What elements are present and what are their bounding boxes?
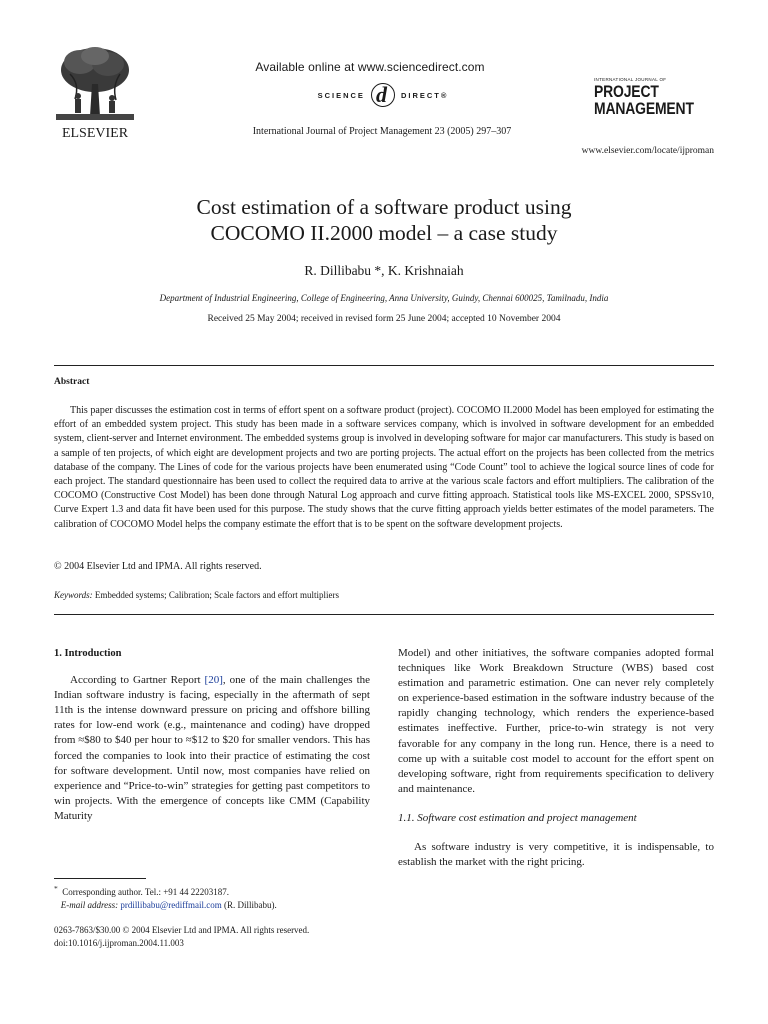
sciencedirect-right: DIRECT® bbox=[400, 90, 449, 100]
intro-paragraph-2: Model) and other initiatives, the software companies adopted formal techniques like Work Breakdown Structure (WBS) based cost estimation and parametric estimation. One can never rely completely on experience-based estimation in the software industry because of the rapidly changing technology, which renders the experience-based estimates ineffective. Further, price-to-win strategy is not very favorable for any company in the long run. Hence, there is a need to come up with a suitable cost model to account for the effort spent on developing software, right from requirements specification to delivery and maintenance. bbox=[398, 647, 714, 795]
journal-logo-line1: PROJECT bbox=[594, 81, 659, 101]
abstract-body: This paper discusses the estimation cost in terms of effort spent on a software product (project). COCOMO II.2000 Model has been employed for estimating the effort of an embedded system project. This study has been made in a software services company, which is involved in software development for an embedded system, client-server and Internet environment. The embedded systems group is involved in developing software for major car manufacturers. This study is based on a sample of ten projects, of which eight are development projects and two are porting projects. The actual effort on the projects has been collected from the metrics database of the company. The Lines of code for the various projects have been enumerated using “Code Count” tool to achieve the logical source lines of code for each project. The standard questionnaire has been used to collect the required data to arrive at the various scale factors and effort multipliers. The calibration of the COCOMO (Constructive Cost Model) has been done through Natural Log approach and curve fitting approach. Statistical tools like MS-EXCEL 2000, SPSSv10, Curve Expert 1.3 and data fit have been used for this purpose. The study shows that the curve fitting approach yields better estimates of the model parameters. The calibration of COCOMO Model helps the company estimate the effort that is to be spent on the software development projects. bbox=[54, 405, 714, 530]
keywords bbox=[54, 590, 714, 600]
footnote bbox=[54, 883, 370, 911]
sciencedirect-left: SCIENCE bbox=[317, 90, 365, 100]
divider-bottom bbox=[54, 614, 714, 615]
abstract-copyright: © 2004 Elsevier Ltd and IPMA. All rights reserved. bbox=[54, 561, 262, 572]
journal-citation: International Journal of Project Management 23 (2005) 297–307 bbox=[252, 126, 512, 137]
keywords-label: Keywords: bbox=[54, 590, 93, 600]
sciencedirect-logo bbox=[283, 82, 483, 108]
left-column bbox=[54, 646, 370, 824]
received-dates: Received 25 May 2004; received in revised form 25 June 2004; accepted 10 November 2004 bbox=[207, 314, 561, 324]
right-column bbox=[398, 646, 714, 870]
elsevier-tree-icon bbox=[50, 44, 140, 140]
intro-paragraph-1: According to Gartner Report [20], one of the main challenges the Indian software industry is facing, especially in the aftermath of sept 11th is the intense downward pressure on pricing and offshore billing rates for low-end work (e.g., maintenance and coding) have dropped from ≈$80 to $40 per hour to ≈$12 to $20 for smaller vendors. This has forced the companies to look into their practice of estimating the cost for software development. Until now, most companies have relied on experience and “Price-to-win” strategies for getting past competitors to win projects. With the emergence of concepts like CMM (Capability Maturity bbox=[54, 674, 371, 822]
journal-logo bbox=[594, 78, 714, 117]
authors: R. Dillibabu *, K. Krishnaiah bbox=[304, 263, 464, 278]
elsevier-wordmark: ELSEVIER bbox=[61, 126, 129, 140]
footnote-rule bbox=[54, 878, 146, 879]
issn-info bbox=[54, 924, 370, 949]
available-online-text: Available online at www.sciencedirect.com bbox=[255, 60, 485, 74]
abstract-heading: Abstract bbox=[54, 377, 90, 387]
issn-line: 0263-7863/$30.00 © 2004 Elsevier Ltd and IPMA. All rights reserved. bbox=[54, 925, 310, 935]
journal-logo-line2: MANAGEMENT bbox=[594, 98, 694, 118]
journal-url-link[interactable]: www.elsevier.com/locate/ijproman bbox=[581, 146, 714, 156]
footnote-corresponding: * Corresponding author. Tel.: +91 44 22203187. bbox=[54, 884, 230, 897]
elsevier-logo bbox=[50, 44, 140, 140]
subsection-heading: 1.1. Software cost estimation and project management bbox=[398, 811, 637, 824]
email-link[interactable]: prdillibabu@rediffmail.com bbox=[120, 899, 222, 910]
section-heading-introduction: 1. Introduction bbox=[54, 648, 122, 659]
doi-line: doi:10.1016/j.ijproman.2004.11.003 bbox=[54, 937, 184, 948]
article-title-line1: Cost estimation of a software product using bbox=[196, 195, 572, 219]
article-title-line2: COCOMO II.2000 model – a case study bbox=[210, 221, 558, 245]
sciencedirect-mark-icon: d bbox=[371, 83, 395, 107]
intro-paragraph-3: As software industry is very competitive, it is indispensable, to establish the market with the right pricing. bbox=[398, 841, 714, 869]
article-title bbox=[60, 194, 708, 246]
journal-logo-small: INTERNATIONAL JOURNAL OF bbox=[594, 77, 667, 82]
reference-link[interactable]: [20] bbox=[204, 674, 223, 687]
keywords-list: Embedded systems; Calibration; Scale factors and effort multipliers bbox=[94, 590, 339, 600]
divider-top bbox=[54, 365, 714, 366]
footnote-email: E-mail address: prdillibabu@rediffmail.com (R. Dillibabu). bbox=[60, 899, 277, 910]
affiliation: Department of Industrial Engineering, College of Engineering, Anna University, Guindy, Chennai 600025, Tamilnadu, India bbox=[159, 293, 609, 303]
